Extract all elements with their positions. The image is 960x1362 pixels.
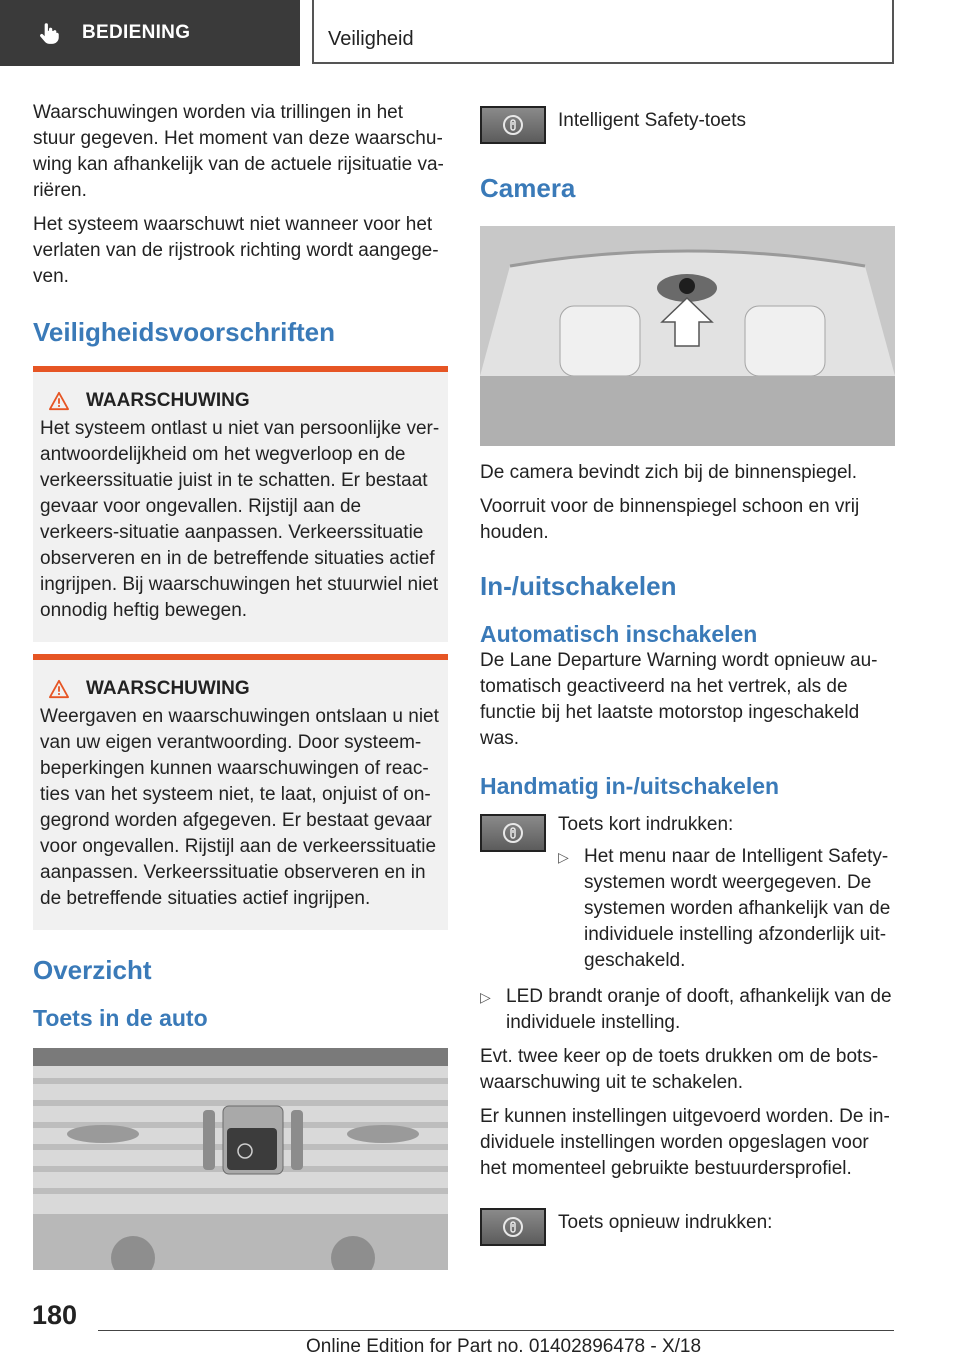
press-short-text: Toets kort indrukken:: [558, 814, 734, 835]
warning-triangle-icon: [48, 679, 70, 699]
camera-paragraph-1: De camera bevindt zich bij de binnenspiegel.: [480, 462, 858, 483]
list-item: [558, 844, 895, 974]
edition-text: Online Edition for Part no. 01402896478 - X/18: [306, 1336, 702, 1357]
safety-key-row: [480, 104, 895, 144]
intro-paragraph-2: Het systeem waarschuwt niet wanneer voor het verlaten van de rijstrook richting wordt aangege-ven.: [33, 214, 439, 287]
dashboard-illustration: [33, 1048, 448, 1270]
warning-title: WAARSCHUWING: [86, 678, 250, 699]
onoff-heading: In-/uitschakelen: [480, 571, 677, 601]
page-header: [0, 0, 960, 66]
intelligent-safety-button: [480, 814, 546, 852]
section-title: BEDIENING: [82, 22, 191, 43]
warning-box-2: [33, 654, 448, 930]
button-heading: Toets in de auto: [33, 1005, 208, 1031]
manual-heading: Handmatig in-/uitschakelen: [480, 773, 780, 799]
overview-heading: Overzicht: [33, 955, 152, 985]
chapter-title: Veiligheid: [328, 28, 414, 50]
list-item-text: Het menu naar de Intelligent Safety-systemen wordt weergegeven. De systemen worden afhankelijk van de individuele instelling afzonderlijk uit-geschakeld.: [584, 846, 891, 971]
safety-shield-icon: [501, 821, 525, 845]
section-tab: [0, 0, 300, 66]
camera-photo: [480, 226, 895, 446]
triangle-bullet-icon: ▷: [558, 849, 569, 865]
intelligent-safety-button: [480, 106, 546, 144]
page-number: 180: [32, 1300, 78, 1330]
auto-heading: Automatisch inschakelen: [480, 621, 758, 647]
settings-paragraph: Er kunnen instellingen uitgevoerd worden. De in-dividuele instellingen worden opgeslagen voor het momenteel gebruikte bestuurdersprofiel.: [480, 1106, 890, 1179]
dashboard-button-photo: [33, 1048, 448, 1270]
camera-paragraph-2: Voorruit voor de binnenspiegel schoon en vrij houden.: [480, 496, 860, 543]
list-item-text: LED brandt oranje of dooft, afhankelijk van de individuele instelling.: [506, 986, 892, 1033]
triangle-bullet-icon: ▷: [480, 989, 491, 1005]
intro-paragraph-1: Waarschuwingen worden via trillingen in het stuur gegeven. Het moment van deze waarschu-wing kan afhankelijk van de actuele rijsituatie va-riëren.: [33, 102, 444, 201]
intelligent-safety-button: [480, 1208, 546, 1246]
windshield-illustration: [480, 226, 895, 446]
auto-paragraph: De Lane Departure Warning wordt opnieuw au-tomatisch geactiveerd na het vertrek, als de functie bij het laatste motorstop ingeschakeld was.: [480, 650, 878, 749]
again-key-row: [480, 1206, 895, 1246]
chapter-tab: [312, 0, 894, 64]
warning-text: Het systeem ontlast u niet van persoonlijke ver-antwoordelijkheid om het wegverloop en de verkeerssituatie juist in te schatten. Er bestaat gevaar voor ongevallen. Rijstijl aan de verkeers-situatie aanpassen. Verkeerssituatie observeren en in de betreffende situaties actief ingrijpen. Bij waarschuwingen het stuurwiel niet onnodig heftig bewegen.: [40, 418, 440, 621]
safety-shield-icon: [501, 1215, 525, 1239]
manual-key-row: [480, 812, 895, 974]
right-column: [480, 100, 895, 1246]
twice-paragraph: Evt. twee keer op de toets drukken om de bots-waarschuwing uit te schakelen.: [480, 1046, 879, 1093]
left-column: [33, 100, 448, 1270]
key-label: Intelligent Safety-toets: [558, 110, 746, 131]
warning-triangle-icon: [48, 391, 70, 411]
hand-pointer-icon: [36, 20, 62, 46]
footer-divider: [98, 1330, 894, 1331]
safety-heading: Veiligheidsvoorschriften: [33, 317, 335, 347]
press-again-text: Toets opnieuw indrukken:: [558, 1212, 773, 1233]
warning-title: WAARSCHUWING: [86, 390, 250, 411]
camera-heading: Camera: [480, 173, 576, 203]
warning-box-1: [33, 366, 448, 642]
list-item: [480, 984, 895, 1036]
safety-shield-icon: [501, 113, 525, 137]
warning-text: Weergaven en waarschuwingen ontslaan u niet van uw eigen verantwoording. Door systeem-beperkingen kunnen waarschuwingen of reac-ties van het systeem niet, te laat, onjuist of on-gegrond worden afgegeven. Er bestaat gevaar voor ongevallen. Rijstijl aan de verkeerssituatie aanpassen. Verkeerssituatie observeren en in de betreffende situaties actief ingrijpen.: [40, 706, 439, 909]
